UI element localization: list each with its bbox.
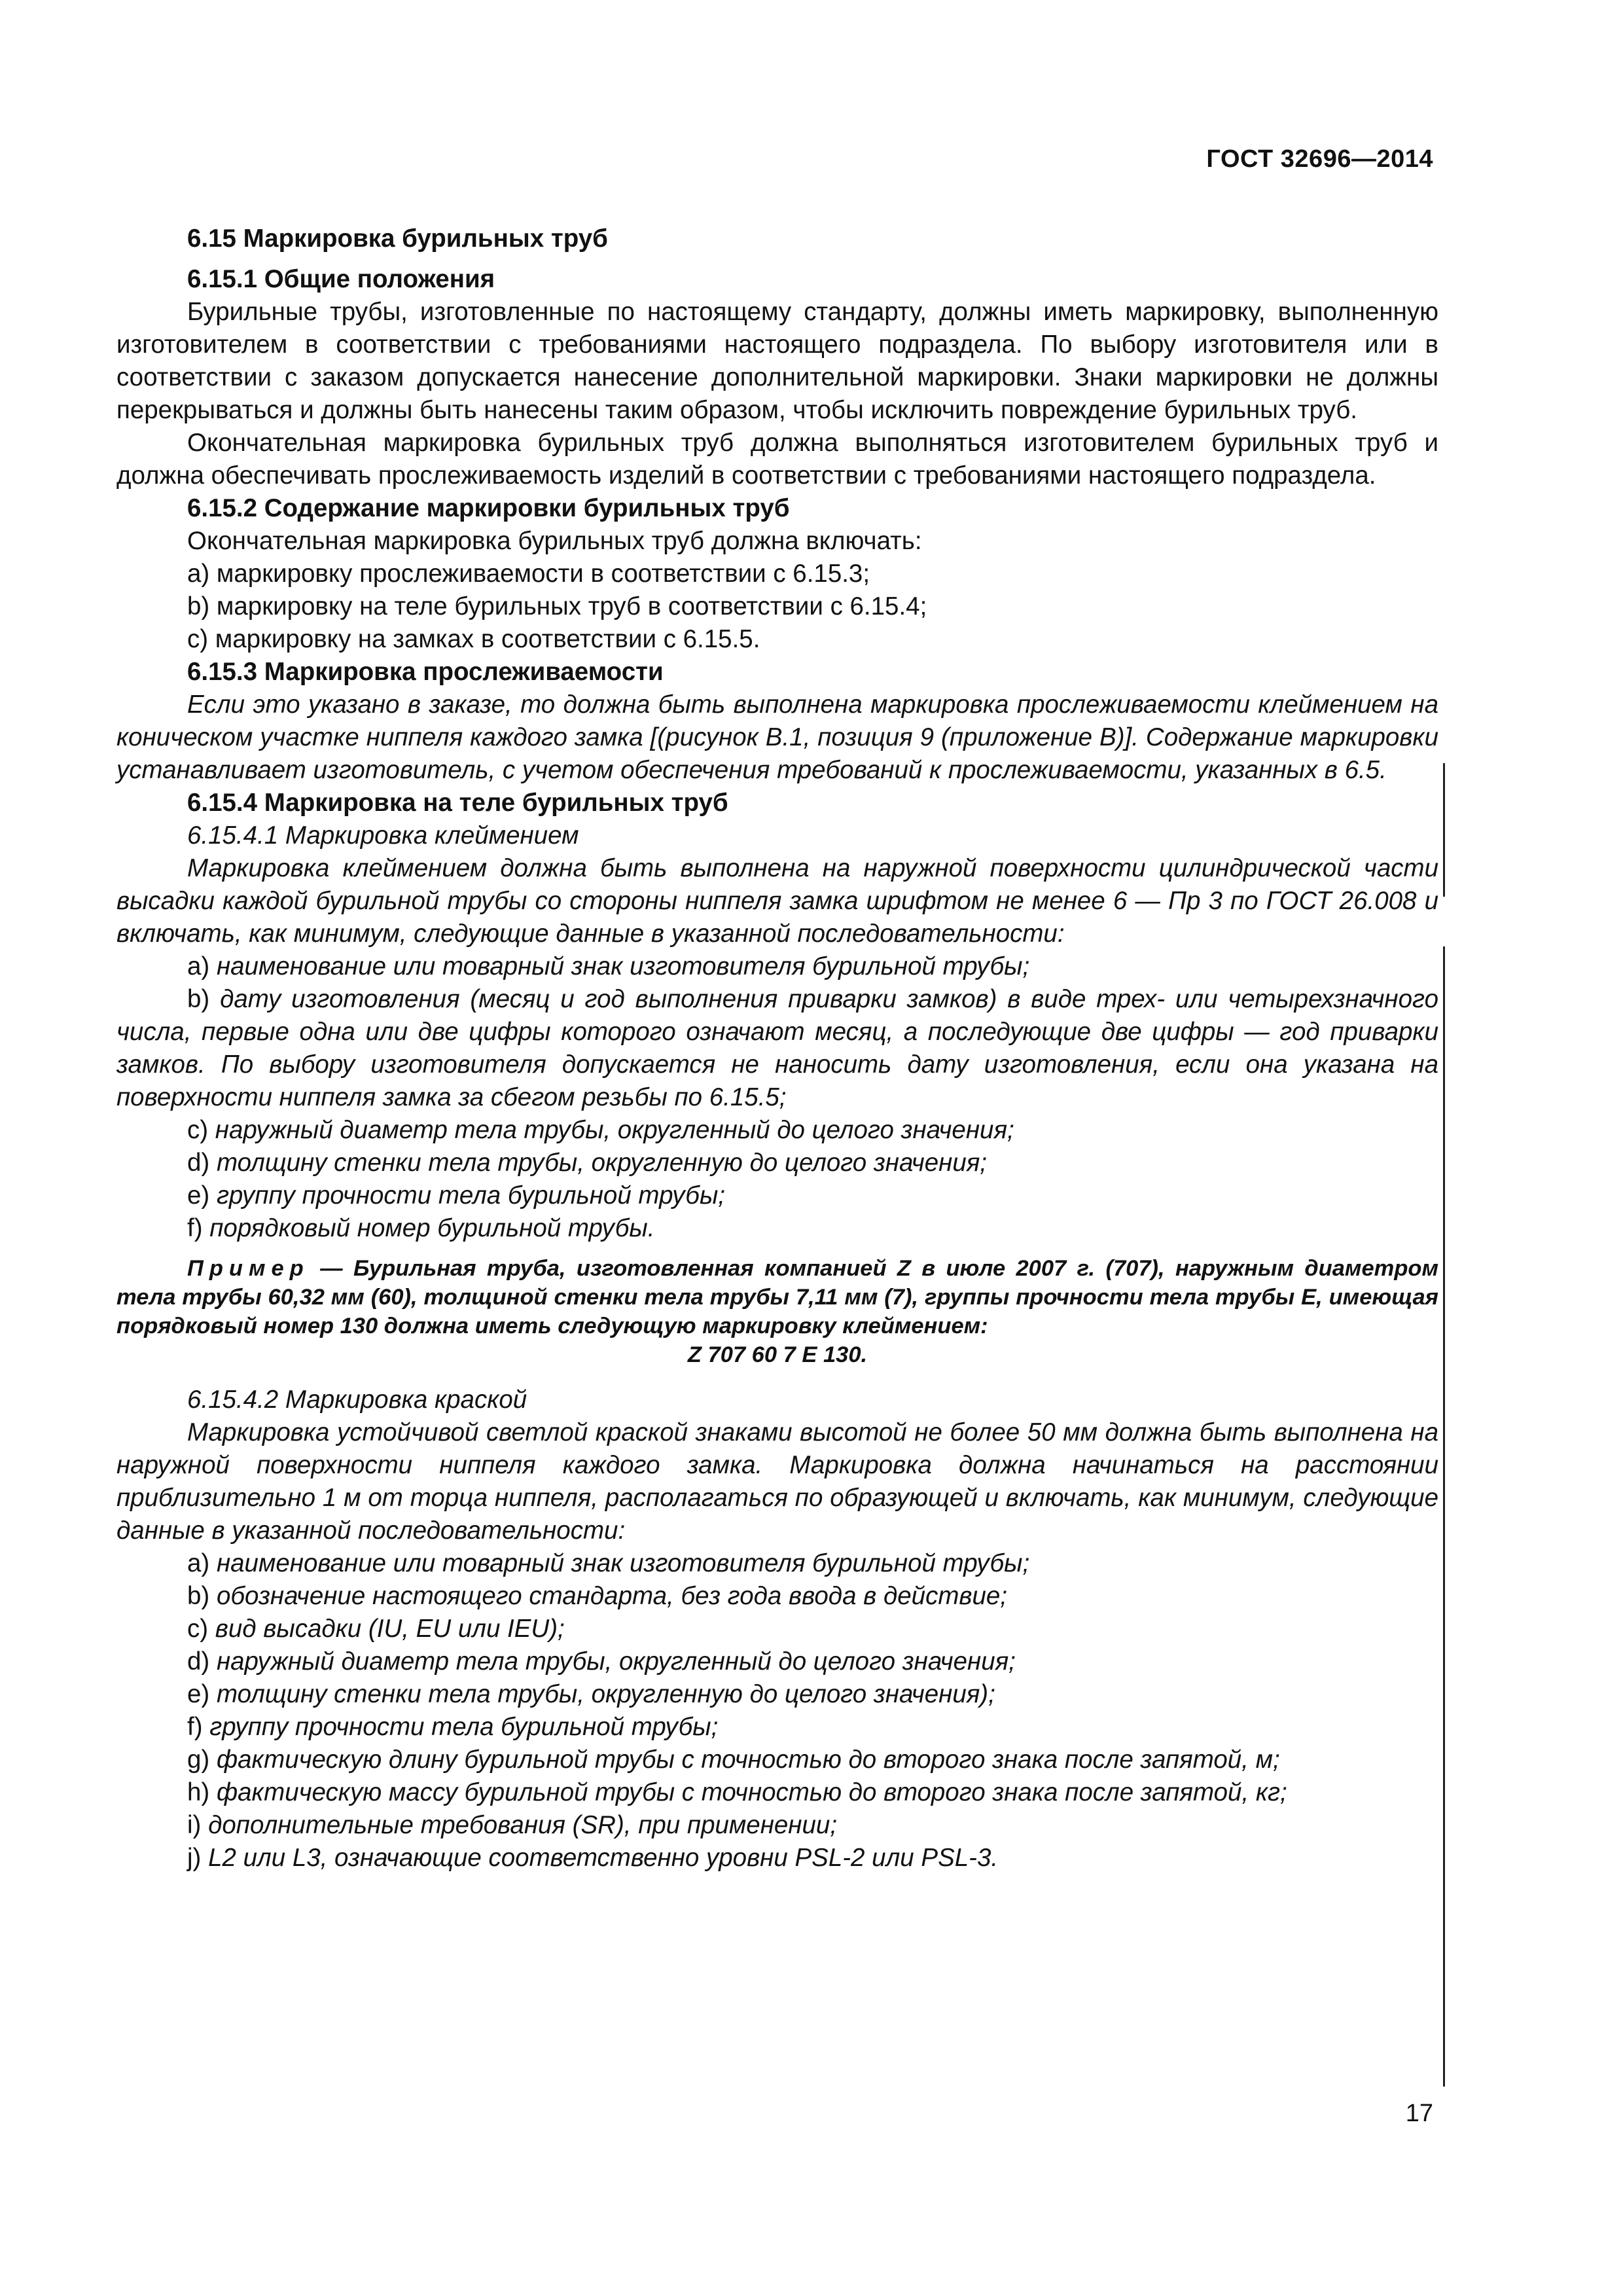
example-text: — Бурильная труба, изготовленная компанией Z в июле 2007 г. (707), наружным диаметром тела трубы 60,32 мм (60), толщиной стенки тела трубы 7,11 мм (7), группы прочности тела трубы Е, имеющая порядковый номер 130 должна иметь следующую маркировку клеймением: [116, 1256, 1438, 1338]
list-item: f) группу прочности тела бурильной трубы; [187, 1713, 719, 1741]
list-item: c) наружный диаметр тела трубы, округленный до целого значения; [187, 1116, 1014, 1144]
paragraph: Маркировка устойчивой светлой краской знаками высотой не более 50 мм должна быть выполнена на наружной поверхности ниппеля каждого замка. Маркировка должна начинаться на расстоянии приблизительно 1 м от торца ниппеля, располагаться по образующей и включать, как минимум, следующие данные в указанной последовательности: [116, 1418, 1438, 1545]
subsection-title: 6.15.2 Содержание маркировки бурильных труб [187, 494, 790, 522]
list-item: e) толщину стенки тела трубы, округленную до целого значения); [187, 1680, 995, 1708]
list-item: j) L2 или L3, означающие соответственно уровни PSL-2 или PSL-3. [187, 1844, 999, 1872]
list-item: c) вид высадки (IU, EU или IEU); [187, 1615, 565, 1643]
list-item: b) обозначение настоящего стандарта, без года ввода в действие; [187, 1582, 1008, 1610]
list-item: c) маркировку на замках в соответствии с 6.15.5. [187, 625, 760, 653]
example-paragraph [116, 1254, 1438, 1340]
subsubsection-title: 6.15.4.1 Маркировка клеймением [187, 821, 579, 850]
change-bar [1443, 946, 1445, 2087]
page-number: 17 [1405, 2100, 1433, 2127]
paragraph: Окончательная маркировка бурильных труб должна включать: [187, 527, 922, 555]
list-item: a) наименование или товарный знак изготовителя бурильной трубы; [187, 1549, 1030, 1577]
example-code: Z 707 60 7 E 130. [687, 1342, 868, 1367]
change-bar [1443, 763, 1445, 897]
paragraph: Бурильные трубы, изготовленные по настоящему стандарту, должны иметь маркировку, выполненную изготовителем в соответствии с требованиями настоящего подраздела. По выбору изготовителя или в соответствии с заказом допускается нанесение дополнительной маркировки. Знаки маркировки не должны перекрываться и должны быть нанесены таким образом, чтобы исключить повреждение бурильных труб. [116, 298, 1438, 424]
list-item: d) наружный диаметр тела трубы, округленный до целого значения; [187, 1647, 1016, 1676]
subsection-title: 6.15.4 Маркировка на теле бурильных труб [187, 789, 728, 817]
section-title: 6.15 Маркировка бурильных труб [187, 224, 608, 253]
document-body [116, 223, 1438, 1874]
list-item: a) наименование или товарный знак изготовителя бурильной трубы; [187, 952, 1030, 980]
list-item: b) маркировку на теле бурильных труб в соответствии с 6.15.4; [187, 592, 927, 620]
paragraph: Окончательная маркировка бурильных труб должна выполняться изготовителем бурильных труб и должна обеспечивать прослеживаемость изделий в соответствии с требованиями настоящего подраздела. [116, 429, 1438, 490]
list-item: d) толщину стенки тела трубы, округленную до целого значения; [187, 1149, 988, 1177]
subsection-title: 6.15.1 Общие положения [187, 265, 495, 293]
list-item: g) фактическую длину бурильной трубы с точностью до второго знака после запятой, м; [187, 1746, 1280, 1774]
list-item: h) фактическую массу бурильной трубы с точностью до второго знака после запятой, кг; [187, 1778, 1287, 1806]
subsubsection-title: 6.15.4.2 Маркировка краской [187, 1386, 527, 1414]
paragraph: Маркировка клеймением должна быть выполнена на наружной поверхности цилиндрической части высадки каждой бурильной трубы со стороны ниппеля замка шрифтом не менее 6 — Пр 3 по ГОСТ 26.008 и включать, как минимум, следующие данные в указанной последовательности: [116, 854, 1438, 948]
standard-code-header: ГОСТ 32696—2014 [1206, 145, 1433, 173]
list-item: f) порядковый номер бурильной трубы. [187, 1214, 655, 1242]
example-label: Пример [187, 1256, 310, 1281]
list-item: a) маркировку прослеживаемости в соответствии с 6.15.3; [187, 560, 870, 588]
subsection-title: 6.15.3 Маркировка прослеживаемости [187, 658, 664, 686]
paragraph: Если это указано в заказе, то должна быть выполнена маркировка прослеживаемости клеймением на коническом участке ниппеля каждого замка [(рисунок В.1, позиция 9 (приложение В)]. Содержание маркировки устанавливает изготовитель, с учетом обеспечения требований к прослеживаемости, указанных в 6.5. [116, 691, 1438, 784]
list-item: b) дату изготовления (месяц и год выполнения приварки замков) в виде трех- или четырехзначного числа, первые одна или две цифры которого означают месяц, а последующие две цифры — год приварки замков. По выбору изготовителя допускается не наносить дату изготовления, если она указана на поверхности ниппеля замка за сбегом резьбы по 6.15.5; [116, 985, 1438, 1111]
list-item: i) дополнительные требования (SR), при применении; [187, 1811, 838, 1839]
list-item: e) группу прочности тела бурильной трубы; [187, 1181, 725, 1210]
